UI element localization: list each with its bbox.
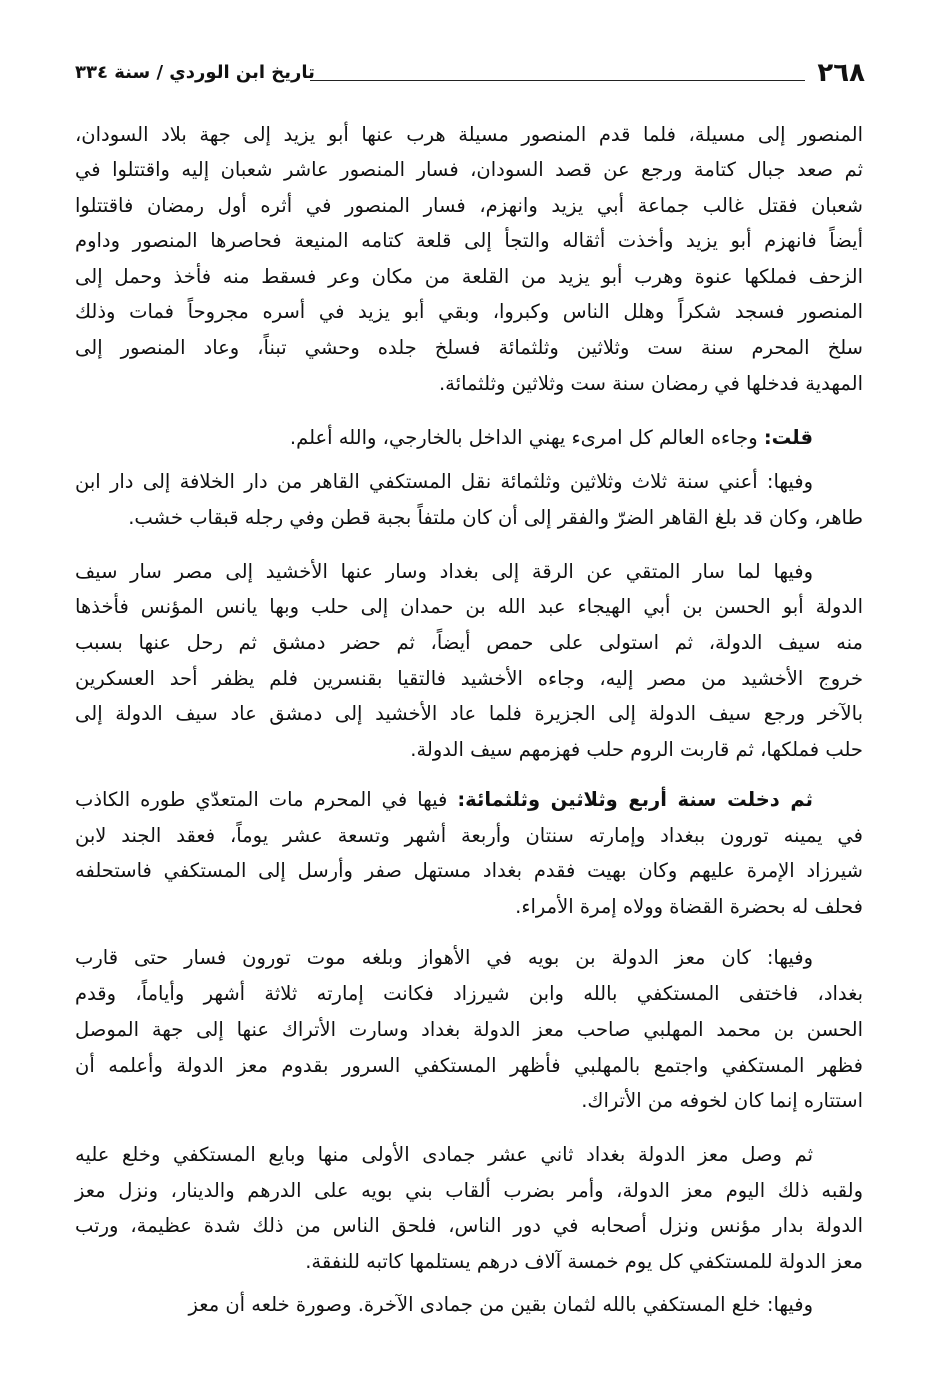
text-line [75,1176,863,1206]
text-line [75,262,863,292]
text-line [75,892,863,922]
page-number: ٢٦٨ [817,58,865,88]
line-text: سلخ المحرم سنة ست وثلاثين وثلثمائة فسلخ جلده وحشي تبناً، وعاد المنصور إلى [75,336,863,359]
line-text: المنصور إلى مسيلة، فلما قدم المنصور مسيلة هرب عنها أبو يزيد إلى جهة بلاد السودان، [75,123,863,146]
text-line [75,297,863,327]
text-line [75,628,863,658]
line-text: بالآخر ورجع سيف الدولة إلى الجزيرة فلما عاد الأخشيد إلى دمشق عاد سيف الدولة إلى [75,702,863,725]
text-line [75,1015,863,1045]
text-line [75,503,863,533]
text-line [75,191,863,221]
line-text: شيرزاد الإمرة عليهم وكان بهيت فقدم بغداد مستهل صفر وأرسل إلى المستكفي فاستحلفه [75,859,863,882]
text-line [75,856,863,886]
line-text: المهدية فدخلها في رمضان سنة ست وثلاثين وثلثمائة. [438,372,863,395]
line-text: الدولة أبو الحسن بن أبي الهيجاء عبد الله بن حمدان إلى حلب وبها يانس المؤنس فأخذها [75,595,863,618]
line-text: منه سيف الدولة، ثم استولى على حمص أيضاً، ثم حضر دمشق ثم رحل عنها بسبب [75,631,863,654]
running-title: تاريخ ابن الوردي / سنة ٣٣٤ [75,62,315,83]
text-line [75,1211,863,1241]
text-line [75,943,813,973]
line-text: في يمينه تورون ببغداد وإمارته سنتان وأربعة أشهر وتسعة عشر يوماً، فعقد الجند لابن [75,824,863,847]
line-text: فحلف له بحضرة القضاة وولاه إمرة الأمراء. [515,895,863,918]
text-line [75,735,863,765]
text-line [75,592,863,622]
text-line [75,155,863,185]
text-line [75,1140,813,1170]
line-text: المنصور فسجد شكراً وهلل الناس وكبروا، وبقي أبو يزيد في أسره مجروحاً فمات وذلك [75,300,863,323]
line-text: ولقبه ذلك اليوم معز الدولة، وأمر بضرب ألقاب بني بويه على الدرهم والدينار، ونزل معز [75,1179,863,1202]
line-text: وفيها: أعني سنة ثلاث وثلاثين وثلثمائة نقل المستكفي القاهر من دار الخلافة إلى دار ابن [75,470,813,493]
line-text: معز الدولة للمستكفي كل يوم خمسة آلاف درهم يستلمها كاتبه للنفقة. [305,1250,863,1273]
text-line [75,226,863,256]
line-text: الزحف فملكها عنوة وهرب أبو يزيد من القلعة من مكان وعر فسقط منه فأخذ وحمل إلى [75,265,863,288]
line-text: أيضاً فانهزم أبو يزيد وأخذت أثقاله والتجأ إلى قلعة كتامه المنيعة فحاصرها المنصور وداوم [75,229,863,252]
text-line [75,1051,863,1081]
text-line [75,1290,813,1320]
text-line [75,557,813,587]
line-text: وجاءه العالم كل امرىء يهني الداخل بالخارجي، والله أعلم. [289,426,758,449]
line-text: الحسن بن محمد المهلبي صاحب معز الدولة بغداد وسارت الأتراك عنها إلى جهة الموصل [75,1018,863,1041]
line-text: وفيها: كان معز الدولة بن بويه في الأهواز وبلغه موت تورون فسار حتى قارب [75,946,813,969]
line-text: خروج الأخشيد من مصر إليه، وجاءه الأخشيد فالتقيا بقنسرين فلم يظفر أحد العسكرين [75,667,863,690]
line-text: فيها في المحرم مات المتعدّي طوره الكاذب [75,788,448,811]
text-line [75,785,813,815]
line-text: استتاره إنما كان لخوفه من الأتراك. [581,1089,863,1112]
text-line [75,664,863,694]
line-text: وفيها: خلع المستكفي بالله لثمان بقين من جمادى الآخرة. وصورة خلعه أن معز [188,1293,813,1316]
line-text: ثم صعد جبال كتامة ورجع عن قصد السودان، فسار المنصور عاشر شعبان إليه واقتتلوا في [75,158,863,181]
line-text: بغداد، فاختفى المستكفي بالله وابن شيرزاد فكانت إمارته ثلاثة أشهر وأياماً، وقدم [75,982,863,1005]
text-line [75,333,863,363]
line-text: الدولة بدار مؤنس ونزل أصحابه في دور الناس، فلحق الناس من ذلك شدة عظيمة، ورتب [75,1214,863,1237]
text-line [75,1247,863,1277]
line-text: ثم وصل معز الدولة بغداد ثاني عشر جمادى الأولى منها وبايع المستكفي وخلع عليه [75,1143,813,1166]
running-header [75,58,865,92]
header-rule [310,80,805,81]
text-line [75,699,863,729]
line-text: شعبان فقتل غالب جماعة أبي يزيد وانهزم، فسار المنصور في أثره أول رمضان فاقتتلوا [75,194,863,217]
bold-lead: قلت: [763,426,813,449]
line-text: طاهر، وكان قد بلغ القاهر الضرّ والفقر إلى أن كان ملتفاً بجبة قطن وفي رجله قبقاب خشب. [128,506,863,529]
text-line [75,423,813,453]
line-text: وفيها لما سار المتقي عن الرقة إلى بغداد وسار عنها الأخشيد إلى مصر سار سيف [75,560,813,583]
line-text: حلب فملكها، ثم قاربت الروم حلب فهزمهم سيف الدولة. [410,738,863,761]
text-line [75,979,863,1009]
line-text: فظهر المستكفي واجتمع بالمهلبي فأظهر المستكفي السرور بقدوم معز الدولة وأعلمه أن [75,1054,863,1077]
bold-lead: ثم دخلت سنة أربع وثلاثين وثلثمائة: [457,788,813,811]
text-line [75,467,813,497]
text-line [75,821,863,851]
text-line [75,120,863,150]
text-line [75,369,863,399]
text-line [75,1086,863,1116]
